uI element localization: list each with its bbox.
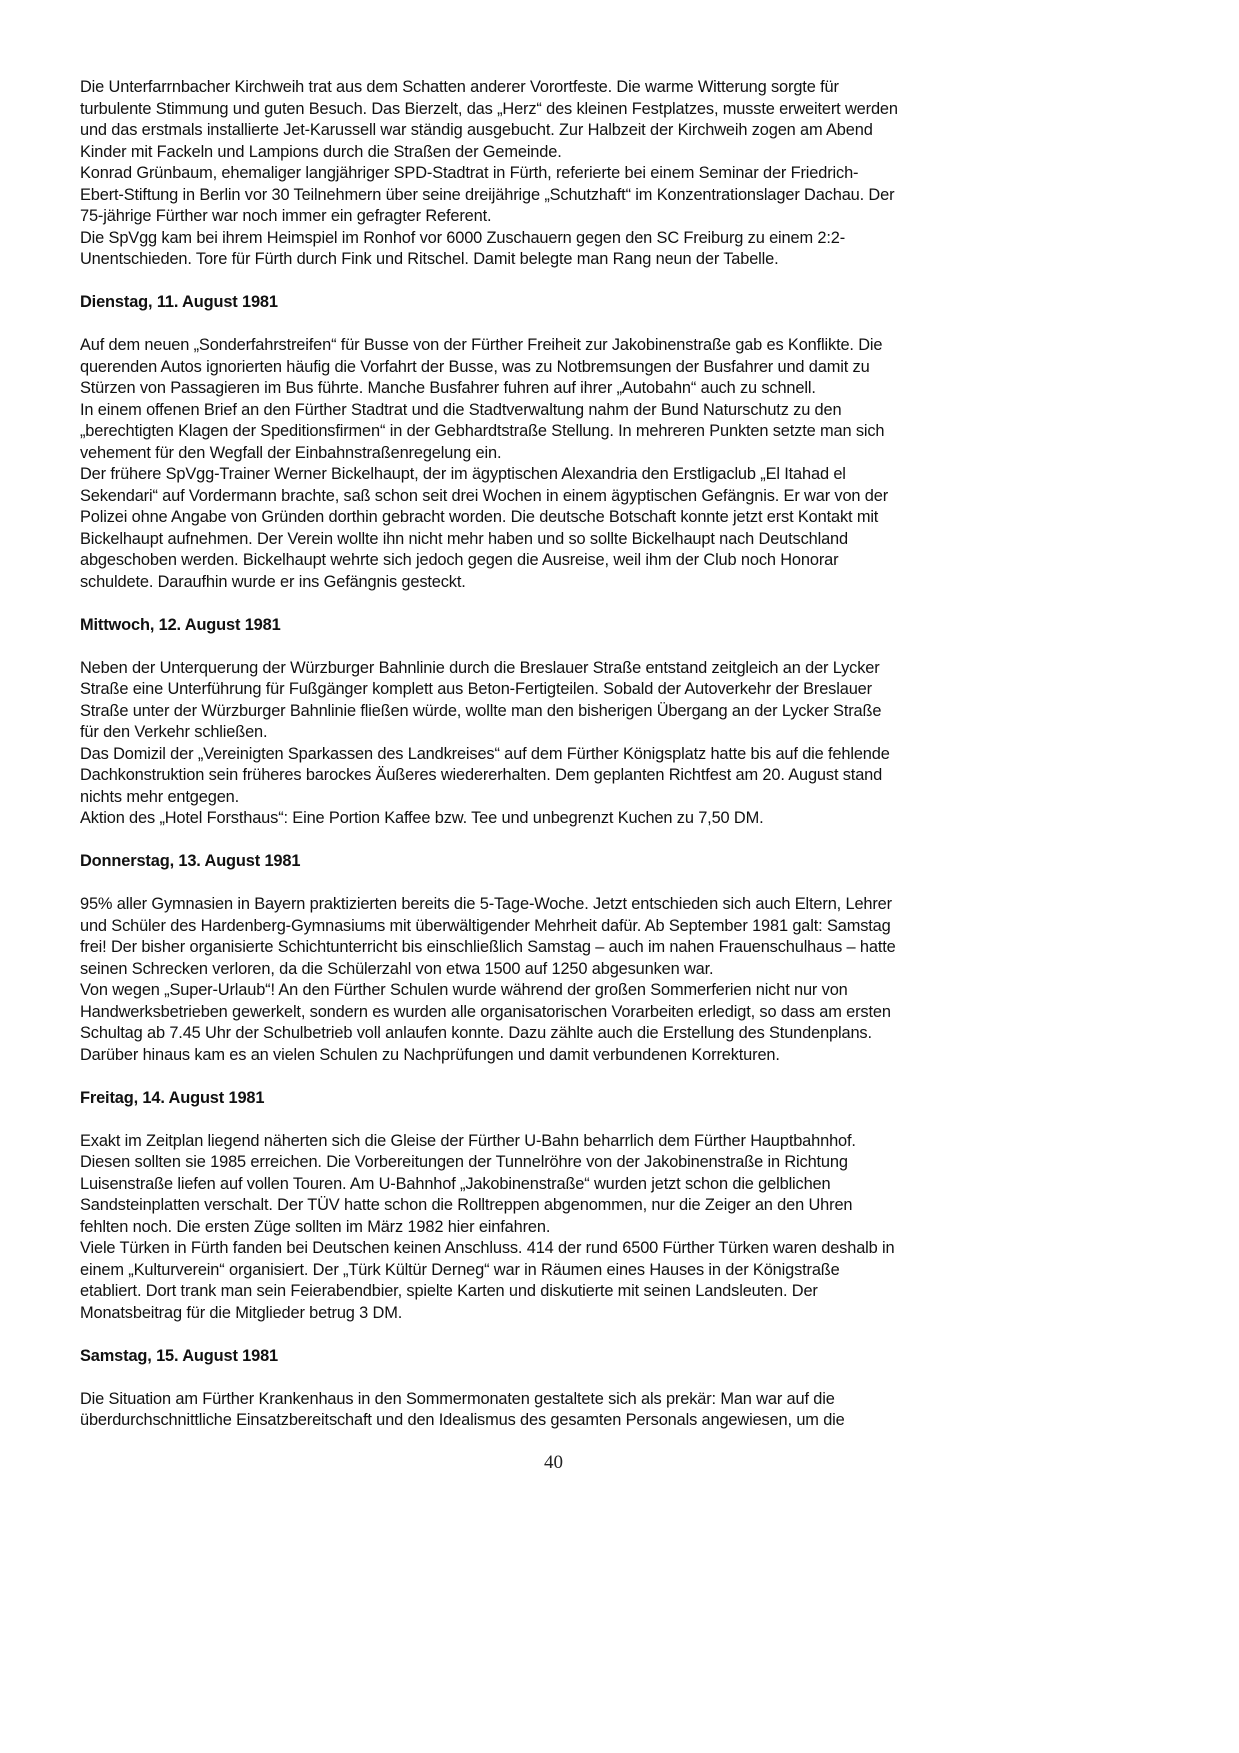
paragraph-line: abgeschoben werden. Bickelhaupt wehrte sich jedoch gegen die Ausreise, weil ihm der Club noch Honorar xyxy=(80,551,839,569)
spacer xyxy=(80,1324,1040,1346)
paragraph-line: und das erstmals installierte Jet-Karussell war ständig ausgebucht. Zur Halbzeit der Kirchweih zogen am Abend xyxy=(80,121,873,139)
spacer xyxy=(80,593,1040,615)
paragraph-line: Polizei ohne Angabe von Gründen dorthin gebracht worden. Die deutsche Botschaft konnte jetzt erst Kontakt mit xyxy=(80,508,879,526)
spacer xyxy=(80,271,1040,293)
paragraph-line: Die Situation am Fürther Krankenhaus in den Sommermonaten gestaltete sich als prekär: Man war auf die xyxy=(80,1389,835,1408)
paragraph-line: für den Verkehr schließen. xyxy=(80,723,268,741)
spacer xyxy=(80,1367,1040,1389)
paragraph-line: Die SpVgg kam bei ihrem Heimspiel im Ronhof vor 6000 Zuschauern gegen den SC Freiburg zu einem 2:2- xyxy=(80,228,846,247)
section-heading: Freitag, 14. August 1981 xyxy=(80,1088,265,1107)
paragraph-line: etabliert. Dort trank man sein Feierabendbier, spielte Karten und diskutierte mit seinen Landsleuten. Der xyxy=(80,1282,818,1300)
paragraph-line: seinen Schrecken verloren, da die Schülerzahl von etwa 1500 auf 1250 abgesunken war. xyxy=(80,959,714,978)
paragraph-line: Viele Türken in Fürth fanden bei Deutschen keinen Anschluss. 414 der rund 6500 Fürther Türken waren deshalb in xyxy=(80,1239,895,1257)
section-heading: Samstag, 15. August 1981 xyxy=(80,1346,279,1365)
paragraph-line: In einem offenen Brief an den Fürther Stadtrat und die Stadtverwaltung nahm der Bund Naturschutz zu den xyxy=(80,400,842,419)
paragraph-line: Monatsbeitrag für die Mitglieder betrug 3 DM. xyxy=(80,1303,403,1322)
spacer xyxy=(80,314,1040,336)
section-heading: Mittwoch, 12. August 1981 xyxy=(80,615,281,634)
spacer xyxy=(80,1066,1040,1088)
paragraph-line: 95% aller Gymnasien in Bayern praktizierten bereits die 5-Tage-Woche. Jetzt entschieden sich auch Eltern, Lehrer xyxy=(80,895,892,913)
paragraph-line: Bickelhaupt aufnehmen. Der Verein wollte ihn nicht mehr haben und so sollte Bickelhaupt nach Deutschland xyxy=(80,529,848,548)
paragraph-line: vehement für den Wegfall der Einbahnstraßenregelung ein. xyxy=(80,443,502,462)
paragraph-line: Neben der Unterquerung der Würzburger Bahnlinie durch die Breslauer Straße entstand zeitgleich an der Lycker xyxy=(80,658,880,677)
paragraph-line: Das Domizil der „Vereinigten Sparkassen des Landkreises“ auf dem Fürther Königsplatz hatte bis auf die fehlende xyxy=(80,744,890,763)
spacer xyxy=(80,636,1040,658)
paragraph-line: einem „Kulturverein“ organisiert. Der „Türk Kültür Derneg“ war in Räumen eines Hauses in der Königstraße xyxy=(80,1260,840,1279)
paragraph-line: Darüber hinaus kam es an vielen Schulen zu Nachprüfungen und damit verbundenen Korrekturen. xyxy=(80,1045,780,1064)
section-heading: Donnerstag, 13. August 1981 xyxy=(80,852,301,870)
paragraph-line: Konrad Grünbaum, ehemaliger langjähriger SPD-Stadtrat in Fürth, referierte bei einem Seminar der Friedrich- xyxy=(80,164,859,182)
paragraph-line: Kinder mit Fackeln und Lampions durch die Straßen der Gemeinde. xyxy=(80,142,562,161)
spacer xyxy=(80,1109,1040,1131)
paragraph-line: Diesen sollten sie 1985 erreichen. Die Vorbereitungen der Tunnelröhre von der Jakobinenstraße in Richtung xyxy=(80,1153,848,1171)
paragraph-line: überdurchschnittliche Einsatzbereitschaft und den Idealismus des gesamten Personals angewiesen, um die xyxy=(80,1411,845,1429)
paragraph-line: frei! Der bisher organisierte Schichtunterricht bis einschließlich Samstag – auch im nahen Frauenschulhaus – hatte xyxy=(80,938,896,956)
paragraph-line: Ebert-Stiftung in Berlin vor 30 Teilnehmern über seine dreijährige „Schutzhaft“ im Konzentrationslager Dachau. Der xyxy=(80,185,895,204)
paragraph-line: querenden Autos ignorierten häufig die Vorfahrt der Busse, was zu Notbremsungen der Busfahrer und damit zu xyxy=(80,357,870,376)
paragraph-line: Handwerksbetrieben gewerkelt, sondern es wurden alle organisatorischen Vorarbeiten erledigt, so dass am ersten xyxy=(80,1002,891,1021)
paragraph-line: Sekendari“ auf Vordermann brachte, saß schon seit drei Wochen in einem ägyptischen Gefängnis. Er war von der xyxy=(80,486,889,505)
paragraph-line: Stürzen von Passagieren im Bus führte. Manche Busfahrer fuhren auf ihrer „Autobahn“ auch zu schnell. xyxy=(80,379,816,397)
paragraph-line: Aktion des „Hotel Forsthaus“: Eine Portion Kaffee bzw. Tee und unbegrenzt Kuchen zu 7,50 DM. xyxy=(80,809,764,827)
paragraph-line: „berechtigten Klagen der Speditionsfirmen“ in der Gebhardtstraße Stellung. In mehreren Punkten setzte man sich xyxy=(80,422,885,440)
paragraph-line: Auf dem neuen „Sonderfahrstreifen“ für Busse von der Fürther Freiheit zur Jakobinenstraße gab es Konflikte. Die xyxy=(80,336,883,354)
paragraph-line: Exakt im Zeitplan liegend näherten sich die Gleise der Fürther U-Bahn beharrlich dem Fürther Hauptbahnhof. xyxy=(80,1131,856,1150)
paragraph-line: 75-jährige Fürther war noch immer ein gefragter Referent. xyxy=(80,207,492,225)
paragraph-line: Schultag ab 7.45 Uhr der Schulbetrieb voll anlaufen konnte. Dazu zählte auch die Erstellung des Stundenplans. xyxy=(80,1024,872,1042)
paragraph-line: Unentschieden. Tore für Fürth durch Fink und Ritschel. Damit belegte man Rang neun der Tabelle. xyxy=(80,250,779,268)
paragraph-line: nichts mehr entgegen. xyxy=(80,787,240,806)
spacer xyxy=(80,830,1040,852)
paragraph-line: Die Unterfarrnbacher Kirchweih trat aus dem Schatten anderer Vorortfeste. Die warme Witterung sorgte für xyxy=(80,78,839,96)
paragraph-line: Von wegen „Super-Urlaub“! An den Fürther Schulen wurde während der großen Sommerferien nicht nur von xyxy=(80,981,848,999)
section-heading: Dienstag, 11. August 1981 xyxy=(80,293,278,311)
paragraph-line: Sandsteinplatten verschalt. Der TÜV hatte schon die Rolltreppen abgenommen, nur die Zeiger an den Uhren xyxy=(80,1196,853,1214)
page-number: 40 xyxy=(544,1452,563,1473)
paragraph-line: Der frühere SpVgg-Trainer Werner Bickelhaupt, der im ägyptischen Alexandria den Erstligaclub „El Itahad el xyxy=(80,465,846,483)
paragraph-line: Straße eine Unterführung für Fußgänger komplett aus Beton-Fertigteilen. Sobald der Autoverkehr der Breslauer xyxy=(80,680,872,698)
paragraph-line: und Schüler des Hardenberg-Gymnasiums mit überwältigender Mehrheit dafür. Ab September 1981 galt: Samstag xyxy=(80,916,891,935)
paragraph-line: turbulente Stimmung und guten Besuch. Das Bierzelt, das „Herz“ des kleinen Festplatzes, musste erweitert werden xyxy=(80,99,898,118)
paragraph-line: Straße unter der Würzburger Bahnlinie fließen würde, wollte man den bisherigen Übergang an der Lycker Straße xyxy=(80,701,882,720)
document-body xyxy=(80,77,1040,1432)
spacer xyxy=(80,873,1040,895)
paragraph-line: Dachkonstruktion sein früheres barockes Äußeres wiedererhalten. Dem geplanten Richtfest am 20. August stand xyxy=(80,766,883,784)
paragraph-line: schuldete. Daraufhin wurde er ins Gefängnis gesteckt. xyxy=(80,572,466,591)
paragraph-line: Luisenstraße liefen auf vollen Touren. Am U-Bahnhof „Jakobinenstraße“ wurden jetzt schon die gelblichen xyxy=(80,1174,831,1193)
paragraph-line: fehlten noch. Die ersten Züge sollten im März 1982 hier einfahren. xyxy=(80,1217,551,1236)
